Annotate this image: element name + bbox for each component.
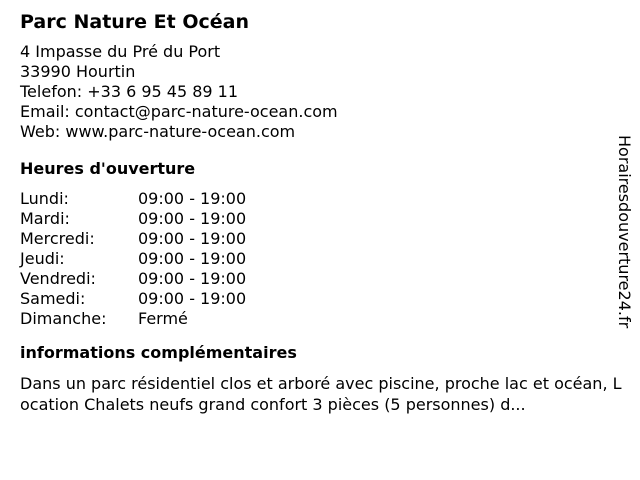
time-value: 09:00 - 19:00 — [138, 289, 247, 308]
hours-row-wednesday — [20, 229, 620, 249]
hours-row-monday — [20, 189, 620, 209]
day-label: Mardi: — [20, 209, 70, 228]
opening-hours-title: Heures d'ouverture — [20, 159, 196, 178]
time-value: 09:00 - 19:00 — [138, 209, 247, 228]
opening-hours-table — [20, 189, 620, 329]
phone-line: Telefon: +33 6 95 45 89 11 — [20, 82, 239, 101]
contact-block — [20, 42, 620, 142]
hours-row-tuesday — [20, 209, 620, 229]
address-street: 4 Impasse du Pré du Port — [20, 42, 221, 61]
hours-row-friday — [20, 269, 620, 289]
day-label: Lundi: — [20, 189, 69, 208]
time-value: 09:00 - 19:00 — [138, 269, 247, 288]
hours-row-thursday — [20, 249, 620, 269]
brand-watermark: Horairesdouverture24.fr — [615, 135, 634, 329]
time-value: 09:00 - 19:00 — [138, 249, 247, 268]
day-label: Mercredi: — [20, 229, 95, 248]
website-line: Web: www.parc-nature-ocean.com — [20, 122, 296, 141]
business-name: Parc Nature Et Océan — [20, 11, 250, 33]
additional-info-title: informations complémentaires — [20, 343, 297, 362]
day-label: Dimanche: — [20, 309, 107, 328]
day-label: Vendredi: — [20, 269, 96, 288]
time-value: 09:00 - 19:00 — [138, 189, 247, 208]
time-value: Fermé — [138, 309, 188, 328]
hours-row-sunday — [20, 309, 620, 329]
additional-info-text: Dans un parc résidentiel clos et arboré avec piscine, proche lac et océan, Location Chalets neufs grand confort 3 pièces (5 personnes) d... — [20, 374, 622, 414]
business-card — [20, 10, 620, 415]
address-city: 33990 Hourtin — [20, 62, 136, 81]
day-label: Samedi: — [20, 289, 86, 308]
hours-row-saturday — [20, 289, 620, 309]
day-label: Jeudi: — [20, 249, 65, 268]
email-line: Email: contact@parc-nature-ocean.com — [20, 102, 338, 121]
time-value: 09:00 - 19:00 — [138, 229, 247, 248]
